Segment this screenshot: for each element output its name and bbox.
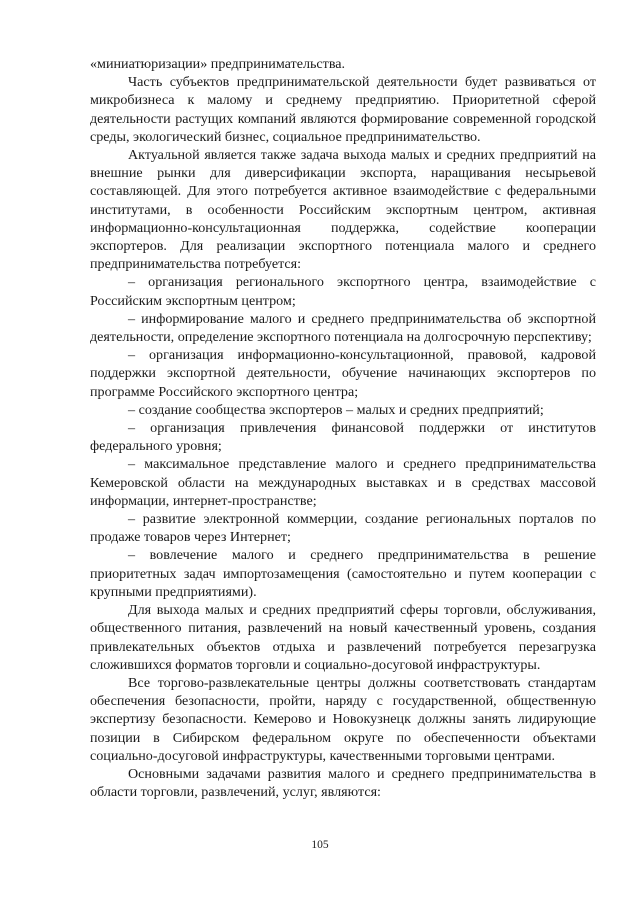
list-item: – организация регионального экспортного центра, взаимодействие с Российским экспортным центром; bbox=[90, 274, 596, 309]
paragraph: «миниатюризации» предпринимательства. bbox=[90, 56, 346, 72]
paragraph: Для выхода малых и средних предприятий сферы торговли, обслуживания, общественного питания, развлечений на новый качественный уровень, создания привлекательных объектов отдыха и развлечений потребуется перезагрузка сложившихся форматов торговли и социально-досуговой инфраструктуры. bbox=[90, 602, 596, 673]
list-item: – создание сообщества экспортеров – малых и средних предприятий; bbox=[128, 401, 544, 418]
list-item: – развитие электронной коммерции, создание региональных порталов по продаже товаров через Интернет; bbox=[90, 511, 596, 546]
list-item: – организация информационно-консультационной, правовой, кадровой поддержки экспортной деятельности, обучение начинающих экспортеров по программе Российского экспортного центра; bbox=[90, 347, 596, 400]
paragraph: Все торгово-развлекательные центры должны соответствовать стандартам обеспечения безопасности, пройти, наряду с государственной, общественную экспертизу безопасности. Кемерово и Новокузнецк должны занять лидирующие позиции в Сибирском федеральном округе по обеспеченности объектами социально-досуговой инфраструктуры, качественными торговыми центрами. bbox=[90, 674, 596, 764]
paragraph: Часть субъектов предпринимательской деятельности будет развиваться от микробизнеса к малому и среднему предприятию. Приоритетной сферой деятельности растущих компаний являются формирование современной городской среды, экологический бизнес, социальное предпринимательство. bbox=[90, 74, 596, 145]
list-item: – вовлечение малого и среднего предпринимательства в решение приоритетных задач импортозамещения (самостоятельно и путем кооперации с крупными предприятиями). bbox=[90, 547, 596, 600]
paragraph: Основными задачами развития малого и среднего предпринимательства в области торговли, развлечений, услуг, являются: bbox=[90, 765, 596, 801]
list-item: – информирование малого и среднего предпринимательства об экспортной деятельности, определение экспортного потенциала на долгосрочную перспективу; bbox=[90, 310, 596, 346]
list-item: – максимальное представление малого и среднего предпринимательства Кемеровской области на международных выставках и в средствах массовой информации, интернет-пространстве; bbox=[90, 456, 596, 509]
document-body bbox=[90, 55, 596, 801]
page-number: 105 bbox=[311, 839, 329, 851]
list-item: – организация привлечения финансовой поддержки от институтов федерального уровня; bbox=[90, 420, 596, 455]
paragraph: Актуальной является также задача выхода малых и средних предприятий на внешние рынки для диверсификации экспорта, наращивания несырьевой составляющей. Для этого потребуется активное взаимодействие с федеральными институтами, в особенности Российским экспортным центром, активная информационно-консультационная поддержка, содействие кооперации экспортеров. Для реализации экспортного потенциала малого и среднего предпринимательства потребуется: bbox=[90, 147, 596, 273]
